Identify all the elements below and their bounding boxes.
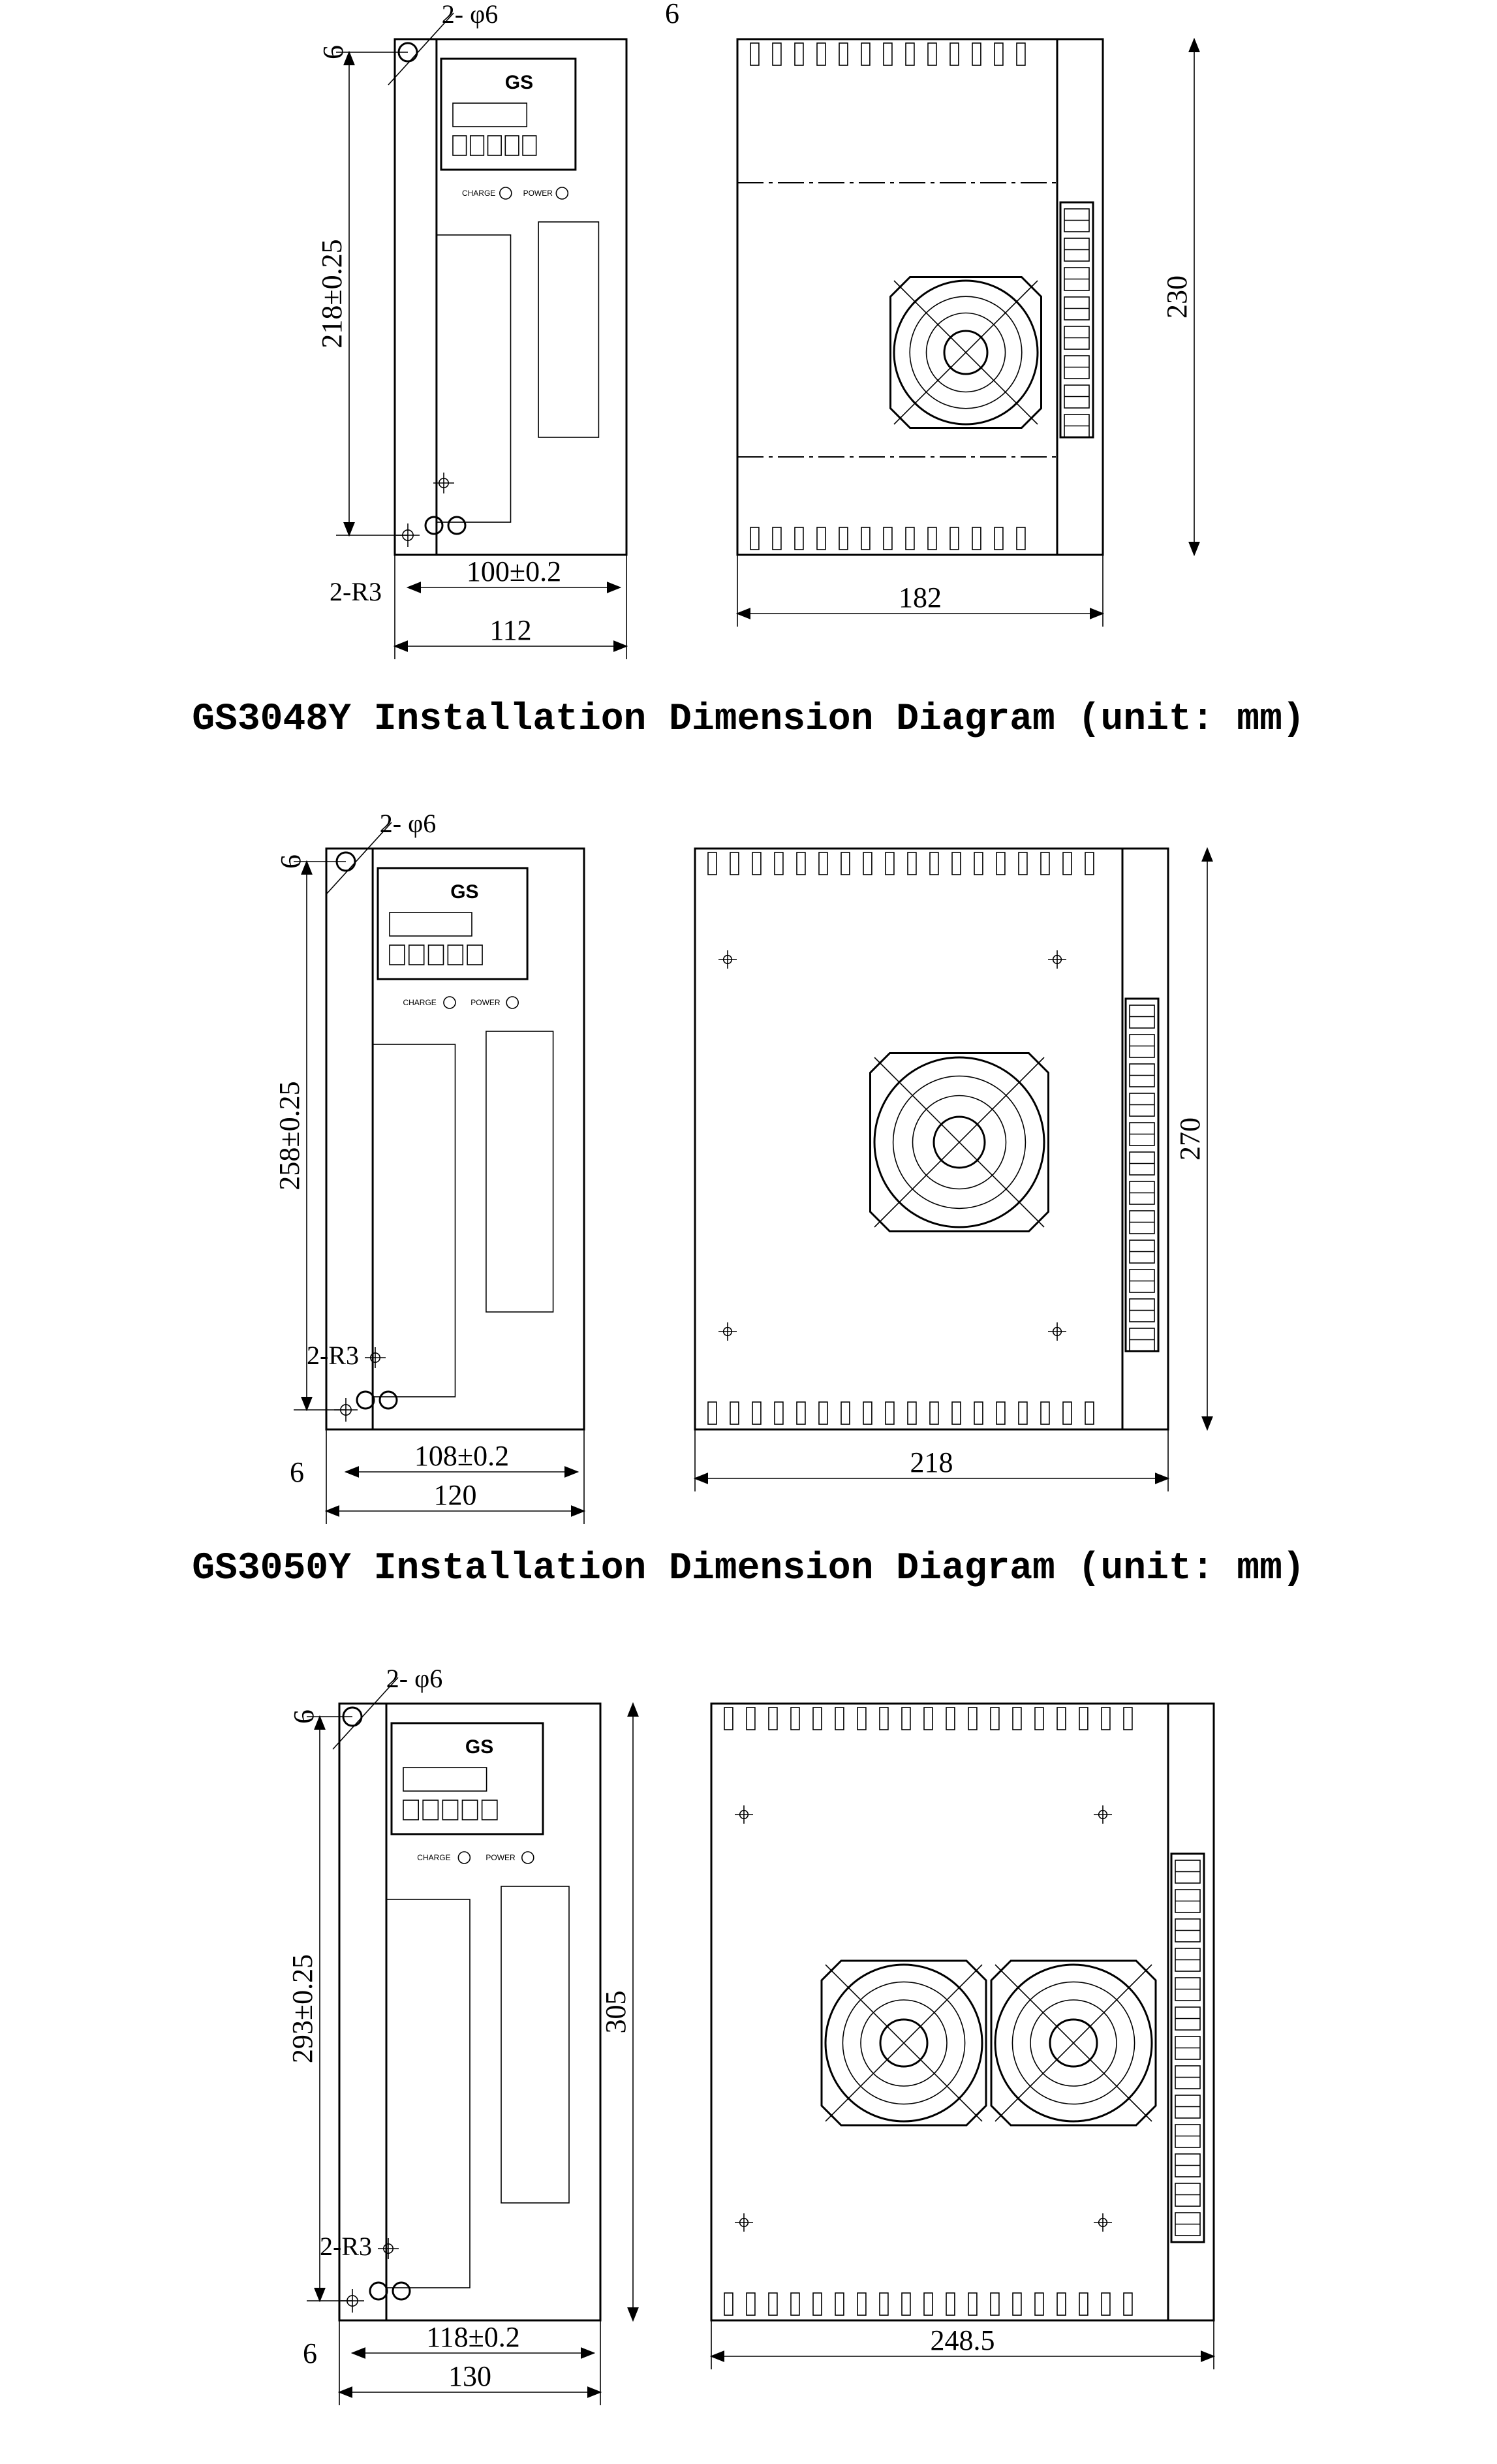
hole-label: 2- φ6: [441, 0, 499, 29]
left-gap-label: 6: [290, 1456, 304, 1488]
front-cover-right: [486, 1031, 553, 1312]
svg-text:GS: GS: [465, 1736, 494, 1758]
ground-terminal: [365, 1347, 386, 1368]
svg-text:GS: GS: [450, 881, 479, 903]
dim-width-front-label: 120: [433, 1479, 477, 1511]
dim-height-front-label: 305: [600, 1990, 632, 2034]
dim-depth-side-label: 248.5: [930, 2324, 995, 2356]
terminal-screw-1: [425, 517, 442, 534]
side-screw-bl: [735, 2213, 753, 2232]
charge-label: CHARGE: [403, 998, 437, 1007]
top-gap-label: 6: [317, 45, 349, 59]
dim-width-front-label: 112: [489, 614, 532, 646]
dim-hole-vertical-label: 293±0.25: [286, 1954, 318, 2064]
dim-height-side-label: 270: [1174, 1117, 1206, 1161]
vents-bottom: [708, 1402, 1094, 1424]
diagram-gs3048y: [316, 0, 1194, 659]
keypad-panel: [441, 59, 576, 199]
left-gap-label: 6: [303, 2337, 317, 2369]
front-cover-left: [437, 235, 511, 522]
front-cover-right: [538, 222, 598, 437]
front-cover-right: [501, 1886, 569, 2203]
side-screw-br: [1094, 2213, 1112, 2232]
caption-gs3048y: GS3048Y Installation Dimension Diagram (unit: mm): [192, 698, 1305, 741]
vents-top: [708, 852, 1094, 875]
power-led: [506, 997, 518, 1008]
cooling-fan-2: [991, 1961, 1156, 2125]
terminal-screw-2: [393, 2283, 410, 2300]
terminal-screw-1: [357, 1392, 374, 1409]
side-screw-br: [1048, 1322, 1066, 1341]
dim-hole-horizontal-label: 108±0.2: [414, 1440, 510, 1472]
terminal-block: [1126, 999, 1158, 1351]
vents-top: [750, 43, 1025, 65]
keypad-panel: [378, 868, 527, 1008]
front-cover-left: [373, 1044, 455, 1397]
dim-hole-horizontal-label: 100±0.2: [466, 555, 562, 587]
cooling-fan-1: [871, 1053, 1049, 1232]
dim-hole-vertical-label: 258±0.25: [273, 1081, 305, 1191]
ground-terminal: [378, 2238, 399, 2259]
hole-label: 2- φ6: [386, 1664, 443, 1693]
hole-leader: [326, 822, 392, 894]
charge-label: CHARGE: [417, 1853, 451, 1862]
diagram-gs3050y: [273, 809, 1207, 1524]
side-housing: [711, 1704, 1214, 2320]
side-screw-bl: [718, 1322, 737, 1341]
keypad-panel: [392, 1723, 543, 1864]
power-label: POWER: [486, 1853, 516, 1862]
top-gap-label: 6: [288, 1709, 320, 1724]
diagram-third-model: [286, 1664, 1214, 2405]
hole-leader: [333, 1677, 398, 1749]
side-housing: [695, 849, 1168, 1429]
power-led: [522, 1852, 534, 1864]
hole-leader: [388, 13, 454, 85]
terminal-block: [1171, 1854, 1204, 2242]
vents-bottom: [724, 2293, 1132, 2315]
power-label: POWER: [471, 998, 501, 1007]
side-screw-tl: [735, 1805, 753, 1824]
power-led: [556, 187, 568, 199]
cooling-fan-1: [891, 277, 1042, 428]
charge-led: [444, 997, 455, 1008]
side-screw-tr: [1094, 1805, 1112, 1824]
charge-label: CHARGE: [461, 189, 496, 198]
dim-hole-horizontal-label: 118±0.2: [426, 2321, 520, 2353]
vents-top: [724, 1708, 1132, 1730]
vents-bottom: [750, 527, 1025, 550]
charge-led: [500, 187, 512, 199]
front-cover-left: [386, 1899, 470, 2288]
terminal-block: [1060, 202, 1093, 437]
corner-label: 2-R3: [307, 1341, 359, 1370]
dim-width-front-label: 130: [448, 2360, 491, 2392]
cooling-fan-1: [822, 1961, 986, 2125]
top-gap-label: 6: [275, 854, 307, 869]
dim-depth-side-label: 182: [899, 582, 942, 614]
terminal-screw-2: [380, 1392, 397, 1409]
corner-label: 2-R3: [320, 2232, 372, 2261]
side-screw-tl: [718, 950, 737, 969]
dim-hole-vertical-label: 218±0.25: [316, 239, 348, 349]
hole-label: 2- φ6: [379, 809, 437, 838]
side-screw-tr: [1048, 950, 1066, 969]
top-right-label: 6: [665, 0, 679, 29]
svg-text:GS: GS: [504, 72, 534, 93]
dim-depth-side-label: 218: [910, 1446, 953, 1478]
power-label: POWER: [523, 189, 553, 198]
corner-label: 2-R3: [330, 577, 382, 606]
charge-led: [458, 1852, 470, 1864]
dim-height-side-label: 230: [1161, 275, 1193, 319]
caption-gs3050y: GS3050Y Installation Dimension Diagram (unit: mm): [192, 1548, 1305, 1590]
terminal-screw-1: [370, 2283, 387, 2300]
terminal-screw-2: [448, 517, 465, 534]
